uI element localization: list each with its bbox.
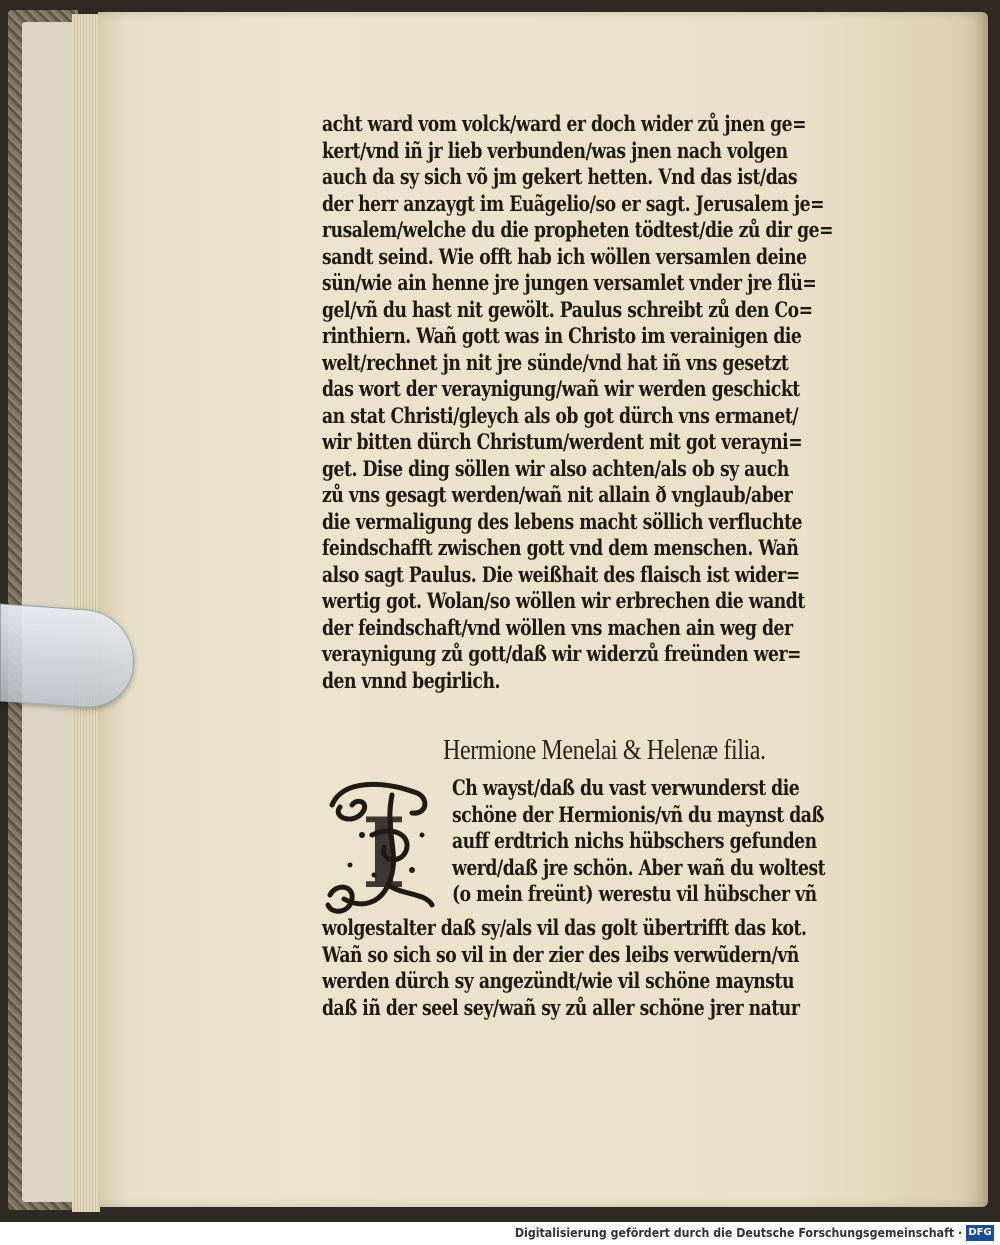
text-line: kert/vnd iñ jr lieb verbunden/was jnen nach volgen <box>322 138 788 164</box>
text-line: (o mein freünt) werestu vil hübscher vñ <box>452 882 817 907</box>
text-line: der feindschaft/vnd wöllen vns machen ain weg der <box>322 615 793 641</box>
text-line: die vermaligung des lebens macht söllich verfluchte <box>322 509 803 535</box>
decorated-initial-letter <box>322 775 440 921</box>
body-text-block <box>322 112 902 695</box>
text-line: wertig got. Wolan/so wöllen wir erbrechen die wandt <box>322 589 805 614</box>
glass-page-holder <box>0 603 134 710</box>
text-line: der herr anzaygt im Euãgelio/so er sagt. Jerusalem je= <box>322 191 825 217</box>
text-line: rinthiern. Wañ gott was in Christo im verainigen die <box>322 324 802 349</box>
footer-credit: Digitalisierung gefördert durch die Deutsche Forschungsgemeinschaft · <box>514 1226 962 1240</box>
dfg-logo-icon: DFG <box>966 1225 994 1241</box>
text-line: den vnnd begirlich. <box>322 668 500 694</box>
text-line: veraynigung zů gott/daß wir widerzů freünden wer= <box>322 642 801 667</box>
initial-paragraph-lines <box>452 776 912 909</box>
text-line: schöne der Hermionis/vñ du maynst daß <box>452 802 825 828</box>
text-line: daß iñ der seel sey/wañ sy zů aller schöne jrer natur <box>322 995 800 1021</box>
svg-text:I: I <box>361 797 407 910</box>
text-line: zů vns gesagt werden/wañ nit allain ð vnglaub/aber <box>322 483 793 508</box>
continuation-lines <box>322 916 902 1022</box>
text-line: werd/daß jre schön. Aber wañ du woltest <box>452 855 826 881</box>
section-heading: Hermione Menelai & Helenæ filia. <box>443 735 766 766</box>
text-line: rusalem/welche du die propheten tödtest/die zů dir ge= <box>322 218 834 243</box>
text-line: sandt seind. Wie offt hab ich wöllen versamlen deine <box>322 244 807 270</box>
footer-bar <box>0 1222 1000 1245</box>
text-line: auff erdtrich nichs hübschers gefunden <box>452 829 817 854</box>
text-line: sün/wie ain henne jre jungen versamlet vnder jre flü= <box>322 271 817 296</box>
text-line: wolgestalter daß sy/als vil das golt übertrifft das kot. <box>322 916 807 941</box>
text-line: welt/rechnet jn nit jre sünde/vnd hat iñ vns gesetzt <box>322 350 789 376</box>
text-line: also sagt Paulus. Die weißhait des flaisch ist wider= <box>322 562 800 588</box>
text-line: an stat Christi/gleych als ob got dürch vns ermanet/ <box>322 403 799 429</box>
text-line: werden dürch sy angezündt/wie vil schöne maynstu <box>322 969 794 994</box>
text-line: das wort der veraynigung/wañ wir werden geschickt <box>322 377 800 402</box>
text-line: acht ward vom volck/ward er doch wider zů jnen ge= <box>322 112 807 137</box>
text-line: Ch wayst/daß du vast verwunderst die <box>452 776 800 801</box>
text-line: wir bitten dürch Christum/werdent mit got verayni= <box>322 430 803 455</box>
text-line: feindschafft zwischen gott vnd dem menschen. Wañ <box>322 536 799 561</box>
text-line: auch da sy sich võ jm gekert hetten. Vnd das ist/das <box>322 165 798 190</box>
text-line: Wañ so sich so vil in der zier des leibs verwũdern/vñ <box>322 942 799 968</box>
text-line: get. Dise ding söllen wir also achten/als ob sy auch <box>322 456 789 482</box>
text-line: gel/vñ du hast nit gewölt. Paulus schreibt zů den Co= <box>322 297 813 323</box>
